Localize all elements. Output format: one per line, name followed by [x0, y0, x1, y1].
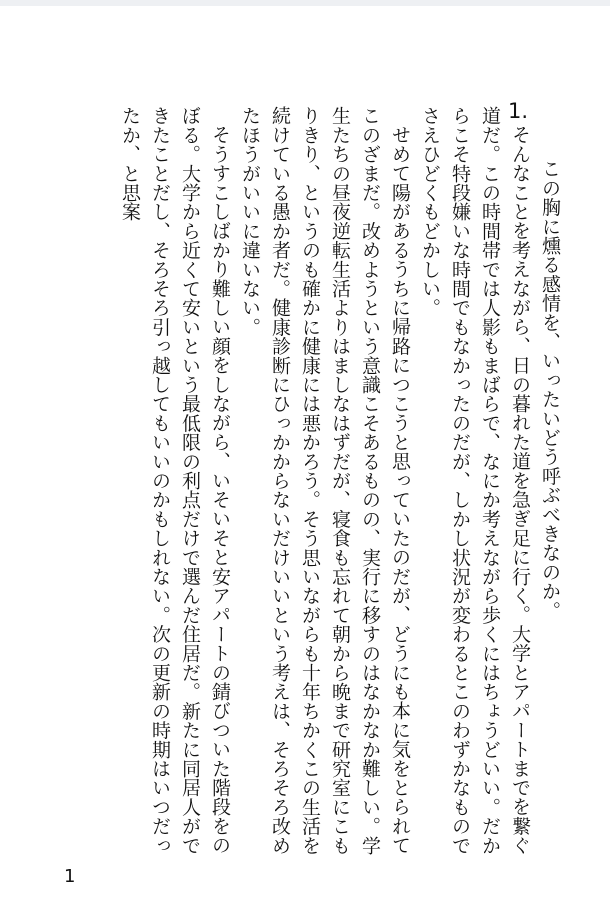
paragraph: そうすこしばかり難しい顔をしながら、いそいそと安アパートの錆びついた階段をのぼる。大学から近くて安いという最低限の利点だけで選んだ住居だ。新たに同居人ができたことだし、そろそろ引っ越してもいいのかもしれない。次の更新の時期はいつだったか、と思案	[119, 106, 231, 855]
paragraph: そんなことを考えながら、日の暮れた道を急ぎ足に行く。大学とアパートまでを繋ぐ道だ。この時間帯では人影もまばらで、なにか考えながら歩くにはちょうどいい。だからこそ特段嫌いな時間でもなかったのだが、しかし状況が変わるとこのわずかなものでさえひどくもどかしい。	[419, 106, 531, 855]
chapter-number: 1.	[508, 99, 529, 123]
paragraph: せめて陽があるうちに帰路につこうと思っていたのだが、どうにも本に気をとられてこのざまだ。改めようという意識こそあるものの、実行に移すのはなかなか難しい。学生たちの昼夜逆転生活よりはましなはずだが、寝食も忘れて朝から晩まで研究室にこもりきり、というのも確かに健康には悪かろう。そう思いながらも十年ちかくこの生活を続けている愚か者だ。健康診断にひっかからないだけいいという考えは、そろそろ改めたほうがいいに違いない。	[239, 106, 411, 855]
document-page	[0, 6, 610, 900]
vertical-text-body	[115, 106, 565, 866]
paragraph: この胸に燻る感情を、いったいどう呼ぶべきなのか。	[539, 159, 561, 620]
page-number: 1	[64, 866, 76, 887]
